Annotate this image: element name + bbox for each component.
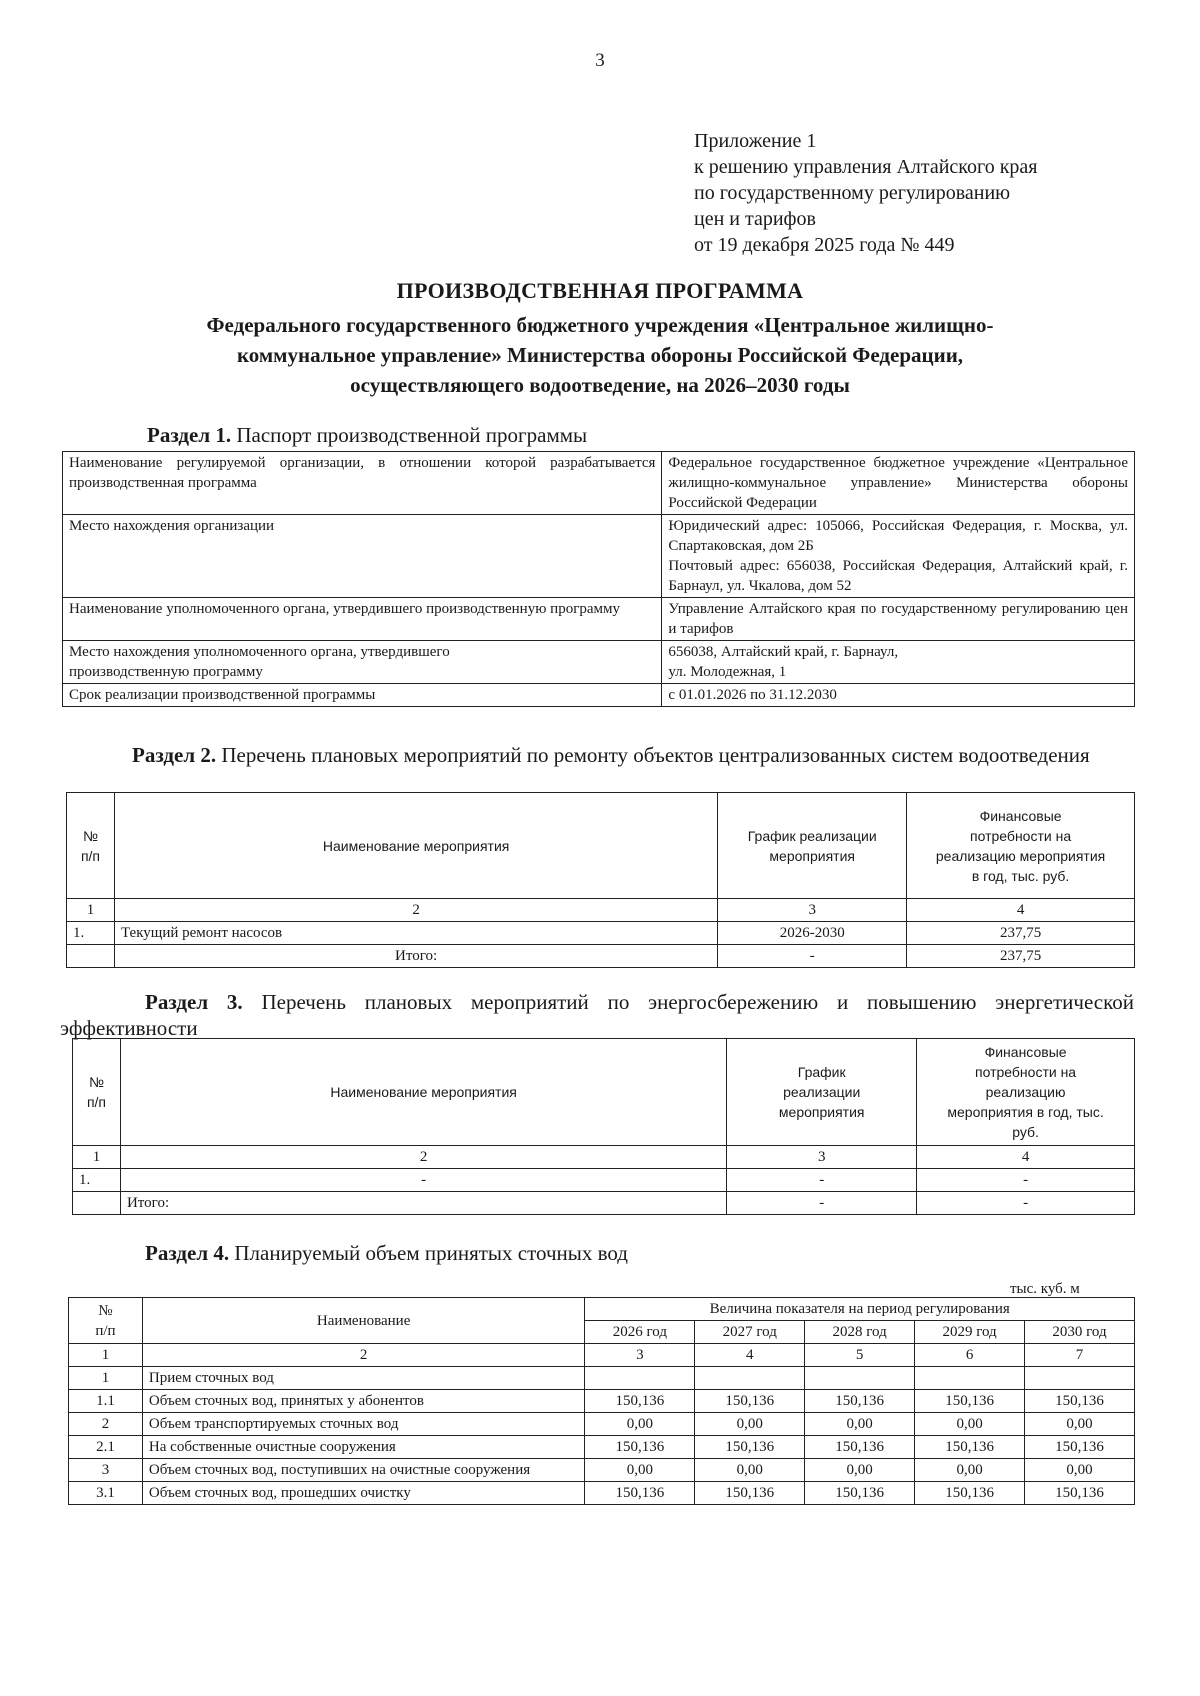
column-number: 7 <box>1025 1344 1135 1367</box>
row-name: - <box>120 1169 726 1192</box>
row-name: Объем сточных вод, принятых у абонентов <box>142 1390 584 1413</box>
header-text: п/п <box>80 847 101 864</box>
appendix-line: к решению управления Алтайского края <box>694 156 1038 178</box>
column-numbers-row <box>67 899 1135 922</box>
total-num <box>73 1192 121 1215</box>
table-row <box>73 1169 1135 1192</box>
section4-title: Планируемый объем принятых сточных вод <box>234 1241 628 1265</box>
table-row <box>63 684 1135 707</box>
column-number: 3 <box>727 1146 917 1169</box>
row-value: 150,136 <box>1025 1390 1135 1413</box>
passport-value-line: Юридический адрес: 105066, Российская Федерация, г. Москва, ул. Спартаковская, дом 2Б <box>668 518 1128 554</box>
row-schedule: - <box>727 1169 917 1192</box>
header-text: № <box>82 827 98 844</box>
row-num: 1.1 <box>69 1390 143 1413</box>
passport-cell-name: Наименование уполномоченного органа, утвердившего производственную программу <box>63 598 662 641</box>
passport-cell-name: Срок реализации производственной программы <box>63 684 662 707</box>
passport-cell-value: Федеральное государственное бюджетное учреждение «Центральное жилищно-коммунальное управление» Министерства обороны Российской Федерации <box>662 452 1135 515</box>
column-numbers-row <box>73 1146 1135 1169</box>
table-row <box>69 1413 1135 1436</box>
section1-heading <box>147 423 587 448</box>
subtitle-line: осуществляющего водоотведение, на 2026–2030 годы <box>350 373 850 397</box>
header-text: Финансовые <box>979 807 1062 824</box>
row-value: 0,00 <box>805 1459 915 1482</box>
header-period: Величина показателя на период регулирования <box>585 1298 1135 1321</box>
row-value: 0,00 <box>1025 1413 1135 1436</box>
header-text: п/п <box>86 1094 107 1110</box>
row-value: 0,00 <box>585 1413 695 1436</box>
row-value: 0,00 <box>805 1413 915 1436</box>
total-schedule: - <box>718 945 907 968</box>
row-value <box>695 1367 805 1390</box>
row-value: 0,00 <box>695 1413 805 1436</box>
row-value: 150,136 <box>695 1482 805 1505</box>
header-text: № <box>88 1074 104 1090</box>
passport-cell-name: Место нахождения организации <box>63 515 662 598</box>
row-name: Текущий ремонт насосов <box>114 922 717 945</box>
subtitle-line: Федерального государственного бюджетного учреждения «Центральное жилищно- <box>206 313 994 337</box>
row-num: 1 <box>69 1367 143 1390</box>
header-num <box>69 1298 143 1344</box>
column-number: 4 <box>917 1146 1135 1169</box>
section3-title: Перечень плановых мероприятий по энергосбережению и повышению энергетической эффективности <box>60 990 1134 1040</box>
header-name: Наименование мероприятия <box>120 1039 726 1146</box>
header-num <box>67 793 115 899</box>
column-number: 3 <box>718 899 907 922</box>
total-num <box>67 945 115 968</box>
row-value: 150,136 <box>1025 1482 1135 1505</box>
section4-heading <box>145 1241 628 1266</box>
document-title: ПРОИЗВОДСТВЕННАЯ ПРОГРАММА <box>396 278 804 303</box>
header-schedule <box>727 1039 917 1146</box>
row-value <box>915 1367 1025 1390</box>
volume-table <box>68 1297 1135 1505</box>
table-row <box>69 1459 1135 1482</box>
table-row <box>63 641 1135 684</box>
column-number: 2 <box>120 1146 726 1169</box>
passport-cell-value: Управление Алтайского края по государственному регулированию цен и тарифов <box>662 598 1135 641</box>
table-header-row <box>69 1298 1135 1321</box>
passport-name-line: производственную программу <box>69 664 263 680</box>
row-value: 150,136 <box>805 1482 915 1505</box>
header-name: Наименование <box>142 1298 584 1344</box>
row-name: На собственные очистные сооружения <box>142 1436 584 1459</box>
section2-title: Перечень плановых мероприятий по ремонту объектов централизованных систем водоотведения <box>221 743 1090 767</box>
row-value: 0,00 <box>1025 1459 1135 1482</box>
column-number: 2 <box>142 1344 584 1367</box>
row-num: 2 <box>69 1413 143 1436</box>
header-text: потребности на <box>975 1064 1077 1080</box>
row-num: 2.1 <box>69 1436 143 1459</box>
header-text: мероприятия в год, тыс. <box>947 1104 1104 1120</box>
row-schedule: 2026-2030 <box>718 922 907 945</box>
header-text: в год, тыс. руб. <box>971 867 1070 884</box>
appendix-line: цен и тарифов <box>694 208 816 230</box>
row-num: 3 <box>69 1459 143 1482</box>
row-value <box>1025 1367 1135 1390</box>
row-value: 0,00 <box>915 1459 1025 1482</box>
row-value: 150,136 <box>695 1390 805 1413</box>
row-value: 0,00 <box>585 1459 695 1482</box>
row-name: Объем сточных вод, прошедших очистку <box>142 1482 584 1505</box>
column-number: 4 <box>907 899 1135 922</box>
appendix-line: по государственному регулированию <box>694 182 1011 204</box>
column-number: 2 <box>114 899 717 922</box>
repair-table <box>66 792 1135 968</box>
passport-value-line: ул. Молодежная, 1 <box>668 664 787 680</box>
total-finance: 237,75 <box>907 945 1135 968</box>
header-text: Финансовые <box>984 1044 1067 1060</box>
header-finance <box>917 1039 1135 1146</box>
total-row <box>73 1192 1135 1215</box>
table-header-row <box>67 793 1135 899</box>
section4-label: Раздел 4. <box>145 1241 230 1265</box>
passport-cell-value <box>662 641 1135 684</box>
table-row <box>63 598 1135 641</box>
column-number: 4 <box>695 1344 805 1367</box>
header-text: реализацию <box>985 1084 1066 1100</box>
passport-name-line: Место нахождения уполномоченного органа, утвердившего <box>69 644 450 660</box>
row-value: 0,00 <box>915 1413 1025 1436</box>
row-name: Объем транспортируемых сточных вод <box>142 1413 584 1436</box>
column-numbers-row <box>69 1344 1135 1367</box>
passport-table <box>62 451 1135 707</box>
table-row <box>63 452 1135 515</box>
total-label: Итого: <box>114 945 717 968</box>
table-row <box>69 1367 1135 1390</box>
row-name: Объем сточных вод, поступивших на очистные сооружения <box>142 1459 584 1482</box>
total-label: Итого: <box>120 1192 726 1215</box>
section2-heading <box>60 742 1134 768</box>
column-number: 1 <box>69 1344 143 1367</box>
header-num <box>73 1039 121 1146</box>
row-value <box>585 1367 695 1390</box>
row-value: 150,136 <box>695 1436 805 1459</box>
passport-value-line: Почтовый адрес: 656038, Российская Федерация, Алтайский край, г. Барнаул, ул. Чкалова, дом 52 <box>668 558 1128 594</box>
header-schedule <box>718 793 907 899</box>
header-year: 2026 год <box>585 1321 695 1344</box>
table-row <box>69 1482 1135 1505</box>
row-value: 150,136 <box>805 1436 915 1459</box>
header-text: потребности на <box>970 827 1072 844</box>
column-number: 1 <box>67 899 115 922</box>
appendix-line: Приложение 1 <box>694 130 817 152</box>
passport-cell-value: с 01.01.2026 по 31.12.2030 <box>662 684 1135 707</box>
page-number: 3 <box>595 50 605 71</box>
row-value: 150,136 <box>915 1482 1025 1505</box>
row-value: 150,136 <box>585 1436 695 1459</box>
row-finance: 237,75 <box>907 922 1135 945</box>
row-value: 150,136 <box>805 1390 915 1413</box>
total-finance: - <box>917 1192 1135 1215</box>
row-value <box>805 1367 915 1390</box>
row-num: 1. <box>67 922 115 945</box>
column-number: 6 <box>915 1344 1025 1367</box>
section3-heading <box>60 989 1134 1041</box>
header-text: мероприятия <box>769 847 855 864</box>
total-schedule: - <box>727 1192 917 1215</box>
table-row <box>69 1436 1135 1459</box>
row-value: 150,136 <box>915 1436 1025 1459</box>
section2-label: Раздел 2. <box>132 743 217 767</box>
header-finance <box>907 793 1135 899</box>
header-text: руб. <box>1012 1124 1039 1140</box>
passport-cell-name <box>63 641 662 684</box>
table-row <box>67 922 1135 945</box>
table-row <box>69 1390 1135 1413</box>
header-text: реализацию мероприятия <box>935 847 1106 864</box>
header-text: № <box>98 1302 113 1319</box>
header-text: График реализации <box>747 827 877 844</box>
header-year: 2028 год <box>805 1321 915 1344</box>
row-value: 150,136 <box>1025 1436 1135 1459</box>
passport-value-line: 656038, Алтайский край, г. Барнаул, <box>668 644 899 660</box>
row-finance: - <box>917 1169 1135 1192</box>
passport-cell-name: Наименование регулируемой организации, в отношении которой разрабатывается производственная программа <box>63 452 662 515</box>
row-num: 1. <box>73 1169 121 1192</box>
row-value: 0,00 <box>695 1459 805 1482</box>
header-name: Наименование мероприятия <box>114 793 717 899</box>
header-text: График <box>797 1064 846 1080</box>
total-row <box>67 945 1135 968</box>
row-name: Прием сточных вод <box>142 1367 584 1390</box>
passport-cell-value <box>662 515 1135 598</box>
appendix-block <box>694 128 1038 258</box>
column-number: 1 <box>73 1146 121 1169</box>
section1-title: Паспорт производственной программы <box>236 423 588 447</box>
header-text: п/п <box>95 1322 116 1339</box>
header-text: мероприятия <box>778 1104 865 1120</box>
header-text: реализации <box>783 1084 861 1100</box>
column-number: 5 <box>805 1344 915 1367</box>
header-year: 2027 год <box>695 1321 805 1344</box>
row-value: 150,136 <box>585 1390 695 1413</box>
subtitle-line: коммунальное управление» Министерства обороны Российской Федерации, <box>236 343 964 367</box>
header-year: 2029 год <box>915 1321 1025 1344</box>
table-row <box>63 515 1135 598</box>
header-year: 2030 год <box>1025 1321 1135 1344</box>
document-subtitle <box>120 310 1080 400</box>
row-value: 150,136 <box>585 1482 695 1505</box>
row-value: 150,136 <box>915 1390 1025 1413</box>
section1-label: Раздел 1. <box>147 423 232 447</box>
appendix-line: от 19 декабря 2025 года № 449 <box>694 234 955 256</box>
row-num: 3.1 <box>69 1482 143 1505</box>
energy-table <box>72 1038 1135 1215</box>
unit-label: тыс. куб. м <box>1010 1281 1080 1297</box>
section3-label: Раздел 3. <box>145 990 243 1014</box>
table-header-row <box>73 1039 1135 1146</box>
column-number: 3 <box>585 1344 695 1367</box>
